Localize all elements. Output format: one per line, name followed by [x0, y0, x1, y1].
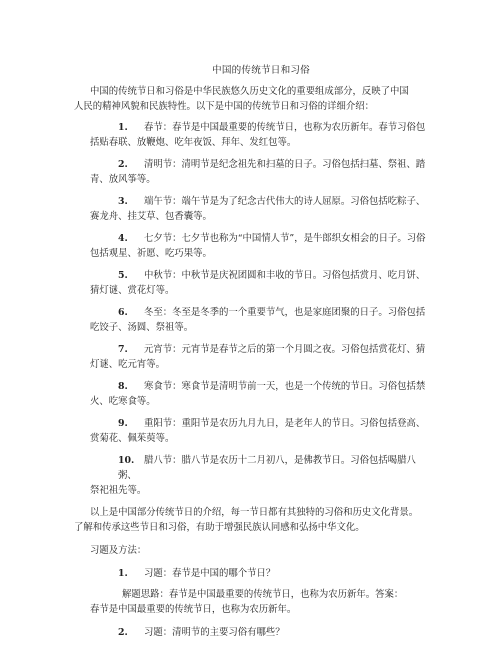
festival-list — [90, 120, 432, 498]
item-text-line-1: 腊八节：腊八节是农历十二月初八，是佛教节日。习俗包括喝腊八粥、 — [118, 455, 416, 481]
conclusion-paragraph — [74, 505, 432, 535]
item-text-line-1: 寒食节：寒食节是清明节前一天，也是一个传统的节日。习俗包括禁 — [144, 381, 426, 392]
item-text-line-2: 括贴春联、放鞭炮、吃年夜饭、拜年、发红包等。 — [90, 137, 297, 148]
exercise-number: 1. — [118, 568, 128, 579]
item-text-line-2: 猜灯谜、赏花灯等。 — [90, 285, 175, 296]
exercise-item — [90, 566, 432, 617]
exercise-item — [90, 625, 432, 640]
item-text-line-2: 青、放风筝等。 — [90, 174, 156, 185]
item-text-line-2: 赏菊花、佩茱萸等。 — [90, 433, 175, 444]
list-item — [90, 268, 432, 298]
item-number: 7. — [118, 344, 128, 355]
item-text-line-2: 火、吃寒食等。 — [90, 396, 156, 407]
item-text-line-1: 中秋节：中秋节是庆祝团圆和丰收的节日。习俗包括赏月、吃月饼、 — [144, 270, 426, 281]
list-item — [90, 231, 432, 261]
item-text-line-1: 元宵节：元宵节是春节之后的第一个月圆之夜。习俗包括赏花灯、猜 — [144, 344, 426, 355]
item-text-line-1: 清明节：清明节是纪念祖先和扫墓的日子。习俗包括扫墓、祭祖、踏 — [144, 159, 426, 170]
list-item — [90, 342, 432, 372]
item-number: 2. — [118, 159, 128, 170]
exercise-question: 习题：清明节的主要习俗有哪些？ — [144, 627, 285, 638]
list-item — [90, 120, 432, 150]
item-number: 1. — [118, 122, 128, 133]
item-number: 10. — [118, 455, 135, 466]
item-text-line-2: 吃饺子、汤圆、祭祖等。 — [90, 322, 194, 333]
item-number: 9. — [118, 418, 128, 429]
item-text-line-2: 祭祀祖先等。 — [90, 485, 147, 496]
list-item — [90, 194, 432, 224]
intro-line-1: 中国的传统节日和习俗是中华民族悠久历史文化的重要组成部分，反映了中国 — [90, 86, 409, 97]
exercise-number: 2. — [118, 627, 128, 638]
item-number: 5. — [118, 270, 128, 281]
document-title: 中国的传统节日和习俗 — [212, 65, 310, 76]
exercise-answer-line-2: 春节是中国最重要的传统节日，也称为农历新年。 — [90, 604, 297, 615]
list-item — [90, 305, 432, 335]
item-number: 3. — [118, 196, 128, 207]
item-text-line-1: 重阳节：重阳节是农历九月九日，是老年人的节日。习俗包括登高、 — [144, 418, 426, 429]
list-item — [90, 379, 432, 409]
exercise-question: 习题：春节是中国的哪个节日？ — [144, 568, 276, 579]
item-text-line-1: 冬至：冬至是冬季的一个重要节气，也是家庭团聚的日子。习俗包括 — [144, 307, 426, 318]
list-item — [90, 157, 432, 187]
exercise-heading: 习题及方法： — [90, 545, 147, 556]
intro-line-2: 人民的精神风貌和民族特性。以下是中国的传统节日和习俗的详细介绍： — [74, 101, 375, 112]
list-item — [90, 453, 432, 498]
conclusion-line-2: 了解和传承这些节日和习俗，有助于增强民族认同感和弘扬中华文化。 — [74, 522, 365, 533]
item-number: 8. — [118, 381, 128, 392]
item-text-line-1: 端午节：端午节是为了纪念古代伟大的诗人屈原。习俗包括吃粽子、 — [144, 196, 426, 207]
item-text-line-2: 包括观星、祈愿、吃巧果等。 — [90, 248, 212, 259]
item-number: 6. — [118, 307, 128, 318]
item-number: 4. — [118, 233, 128, 244]
item-text-line-2: 赛龙舟、挂艾草、包香囊等。 — [90, 211, 212, 222]
item-text-line-1: 春节：春节是中国最重要的传统节日，也称为农历新年。春节习俗包 — [144, 122, 426, 133]
intro-paragraph — [74, 84, 432, 114]
item-text-line-2: 灯谜、吃元宵等。 — [90, 359, 166, 370]
conclusion-line-1: 以上是中国部分传统节日的介绍，每一节日都有其独特的习俗和历史文化背景。 — [90, 507, 419, 518]
list-item — [90, 416, 432, 446]
exercise-answer-line-1: 解题思路：春节是中国最重要的传统节日，也称为农历新年。答案： — [122, 589, 404, 600]
item-text-line-1: 七夕节：七夕节也称为“中国情人节”，是牛郎织女相会的日子。习俗 — [144, 233, 426, 244]
